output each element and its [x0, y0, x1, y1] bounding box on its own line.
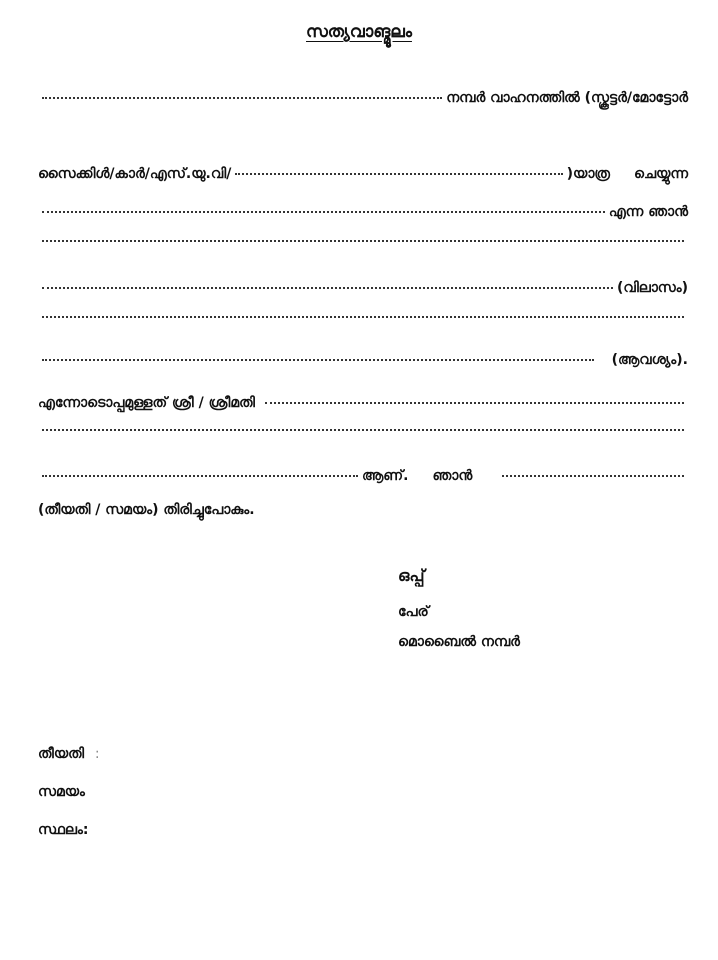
place-field: സ്ഥലം: [38, 822, 89, 838]
companion-blank-2[interactable] [42, 428, 684, 431]
vehicle-number-blank[interactable] [42, 96, 442, 99]
document-title: സത്യവാങ്മൂലം [306, 22, 412, 42]
signature-label: ഒപ്പ് [398, 566, 425, 585]
return-blank[interactable] [502, 474, 684, 477]
vehicle-type-blank[interactable] [235, 172, 562, 175]
companion-blank[interactable] [265, 401, 684, 404]
companion-blank-3[interactable] [42, 474, 358, 477]
date-field: തീയതി : [38, 746, 100, 762]
address-blank-1[interactable] [42, 239, 684, 242]
vehicle-number-line: നമ്പർ വാഹനത്തിൽ (സ്കൂട്ടർ/മോട്ടോർ [38, 90, 688, 106]
return-line: ആണ്. ഞാൻ [38, 468, 688, 484]
name-line: എന്ന ഞാൻ [38, 204, 688, 220]
name-label: പേര് [398, 604, 429, 620]
address-line-2: (വിലാസം) [38, 280, 688, 296]
address-blank-2[interactable] [42, 286, 613, 289]
purpose-blank-1[interactable] [42, 315, 684, 318]
name-blank[interactable] [42, 210, 605, 213]
address-line-1 [38, 242, 688, 245]
companion-line-2 [38, 431, 688, 434]
return-time-line: (തീയതി / സമയം) തിരിച്ചുപോകും. [38, 502, 255, 518]
vehicle-type-line: സൈക്കിൾ/കാർ/എസ്.യു.വി/ )യാത്ര ചെയ്യുന്ന [38, 166, 688, 182]
purpose-line-1 [38, 318, 688, 321]
time-field: സമയം [38, 784, 85, 800]
purpose-line-2: (ആവശ്യം). [38, 352, 688, 368]
purpose-blank-2[interactable] [42, 358, 594, 361]
companion-line: എന്നോടൊപ്പമുള്ളത് ശ്രീ / ശ്രീമതി [38, 395, 688, 411]
mobile-number-label: മൊബൈൽ നമ്പർ [398, 634, 520, 650]
